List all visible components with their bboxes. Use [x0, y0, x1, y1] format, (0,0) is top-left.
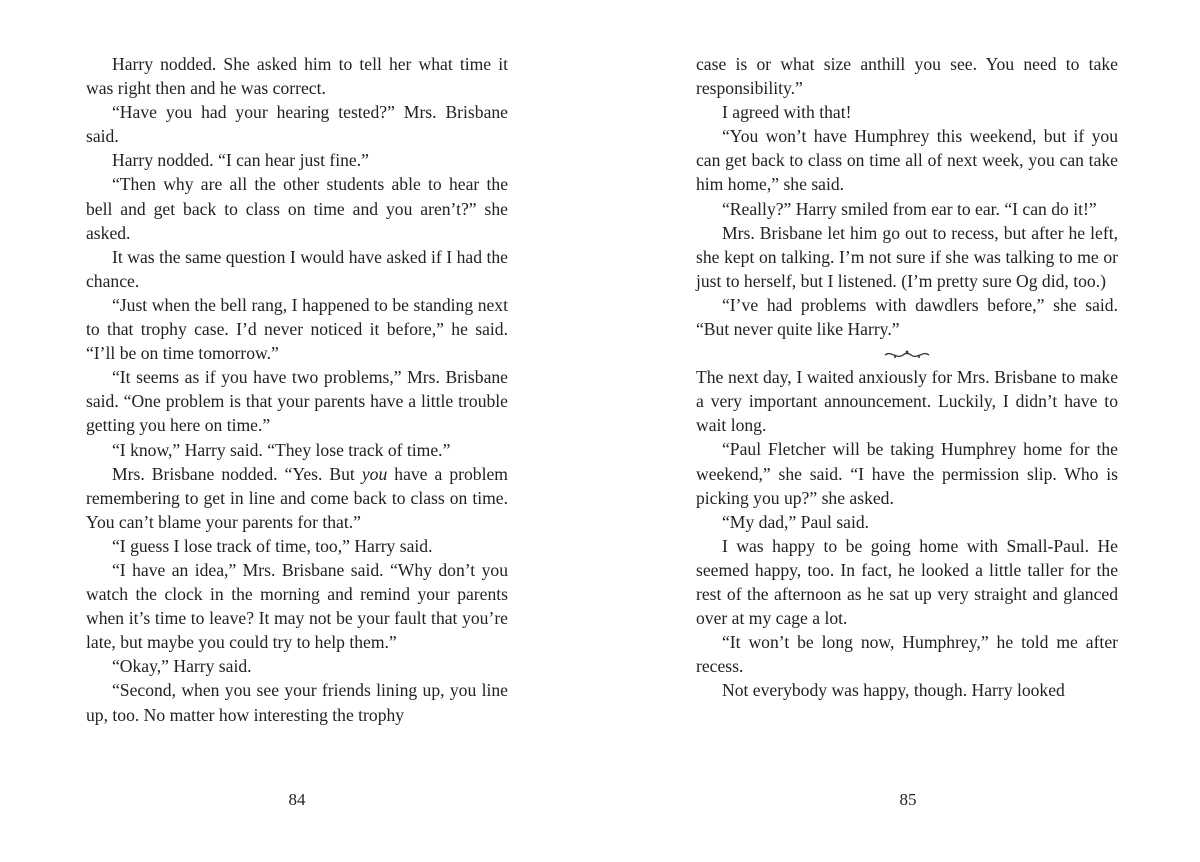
left-page [86, 52, 508, 727]
paragraph: “Then why are all the other students able to hear the bell and get back to class on time and you aren’t?” she asked. [86, 174, 508, 243]
paragraph: “Second, when you see your friends lining up, you line up, too. No matter how interesting the trophy [86, 680, 508, 725]
paragraph: The next day, I waited anxiously for Mrs. Brisbane to make a very important announcement. Luckily, I didn’t have to wait long. [696, 367, 1118, 436]
page-number: 84 [288, 790, 306, 809]
text-run: Mrs. Brisbane nodded. “Yes. But [112, 463, 362, 484]
paragraph: Mrs. Brisbane let him go out to recess, but after he left, she kept on talking. I’m not sure if she was talking to me or just to herself, but I listened. (I’m pretty sure Og did, too.) [696, 222, 1118, 291]
paragraph: I was happy to be going home with Small-Paul. He seemed happy, too. In fact, he looked a little taller for the rest of the afternoon as he sat up very straight and glanced over at my cage a lot. [696, 535, 1118, 629]
paragraph: Not everybody was happy, though. Harry looked [722, 680, 1065, 701]
emphasized-word: you [361, 463, 388, 484]
continued-paragraph: case is or what size anthill you see. You need to take responsibility.” [696, 54, 1118, 99]
paragraph: “Just when the bell rang, I happened to be standing next to that trophy case. I’d never noticed it before,” he said. “I’ll be on time tomorrow.” [86, 294, 508, 364]
paragraph: “It won’t be long now, Humphrey,” he told me after recess. [696, 632, 1118, 677]
paragraph: “It seems as if you have two problems,” Mrs. Brisbane said. “One problem is that your parents have a little trouble getting you here on time.” [86, 367, 508, 436]
paragraph: “Paul Fletcher will be taking Humphrey home for the weekend,” she said. “I have the permission slip. Who is picking you up?” she asked. [696, 439, 1118, 508]
paragraph: “Okay,” Harry said. [112, 656, 252, 677]
paragraph: I agreed with that! [722, 102, 852, 123]
right-page [696, 52, 1118, 702]
paragraph: “I’ve had problems with dawdlers before,” she said. “But never quite like Harry.” [696, 294, 1118, 340]
paragraph: “Really?” Harry smiled from ear to ear. “I can do it!” [722, 198, 1097, 219]
section-break-ornament-icon [696, 341, 1118, 365]
paragraph: Harry nodded. “I can hear just fine.” [112, 150, 369, 171]
paragraph: “Have you had your hearing tested?” Mrs. Brisbane said. [86, 102, 508, 147]
paragraph: “I have an idea,” Mrs. Brisbane said. “Why don’t you watch the clock in the morning and remind your parents when it’s time to leave? It may not be your fault that you’re late, but maybe you could try to help them.” [86, 559, 508, 653]
paragraph: “I know,” Harry said. “They lose track of time.” [112, 439, 451, 460]
paragraph: Harry nodded. She asked him to tell her what time it was right then and he was correct. [86, 54, 508, 99]
paragraph: “You won’t have Humphrey this weekend, but if you can get back to class on time all of next week, you can take him home,” she said. [696, 126, 1118, 195]
text-run: have a problem remembering to get in line and come back to class on time. You can’t blame your parents for that.” [86, 463, 508, 532]
paragraph: “I guess I lose track of time, too,” Harry said. [112, 535, 433, 556]
paragraph [86, 462, 508, 534]
paragraph: “My dad,” Paul said. [722, 511, 870, 532]
page-number: 85 [899, 790, 917, 809]
paragraph: It was the same question I would have asked if I had the chance. [86, 246, 508, 291]
